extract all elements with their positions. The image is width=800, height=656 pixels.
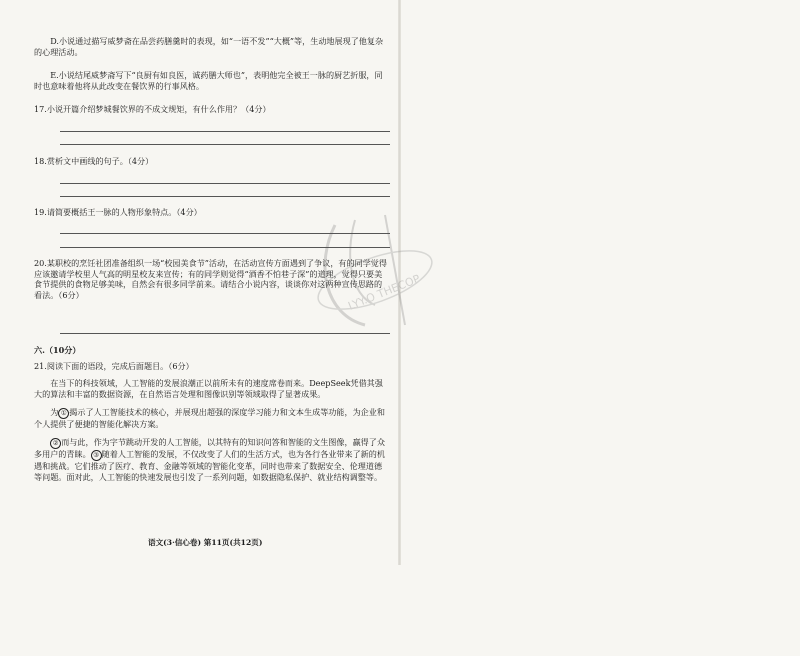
right-page: [400, 0, 800, 565]
answer-line[interactable]: [60, 131, 390, 132]
answer-line[interactable]: [60, 196, 390, 197]
q21-passage-2: 为 ① 揭示了人工智能技术的核心，并展现出超强的深度学习能力和文本生成等功能，为企业和个人提供了便捷的智能化解决方案。: [34, 407, 385, 429]
answer-line[interactable]: [60, 144, 390, 145]
section-6-heading: 六.（10分）: [34, 345, 81, 355]
option-d: D.小说通过描写威梦斋在品尝药膳羹时的表现，如“一语不发”“大概”等，生动地展现了他复杂的心理活动。: [34, 36, 384, 57]
blank-marker-3: ③: [91, 450, 102, 461]
answer-line[interactable]: [60, 333, 390, 334]
page-footer-11: 语文(3·信心卷) 第11页(共12页): [148, 538, 263, 547]
q21-passage-3: ② 而与此，作为字节跳动开发的人工智能，以其特有的知识问答和智能的文生图像，赢得了众多用户的青睐。 ③ 随着人工智能的发展，不仅改变了人们的生活方式，也为各行各业带来了新的机遇和挑战。它们推动了医疗、教育、金融等领域的智能化变革，同时也带来了数据安全、伦理道德等问题。面对此，人工智能的快速发展也引发了一系列问题，如数据隐私保护、就业结构调整等。: [34, 437, 385, 482]
question-21: 21.阅读下面的语段，完成后面题目。（6分）: [34, 361, 194, 371]
question-19: 19.请简要概括王一脉的人物形象特点。（4分）: [34, 207, 202, 217]
left-page: [0, 0, 400, 565]
question-18: 18.赏析文中画线的句子。（4分）: [34, 156, 154, 166]
question-20: 20.某职校的烹饪社团准备组织一场“校园美食节”活动，在活动宣传方面遇到了争议，有的同学觉得应该邀请学校里人气高的明星校友来宣传；有的同学则觉得“酒香不怕巷子深”的道理，觉得只要美食节提供的食物足够美味，自然会有很多同学前来。请结合小说内容，谈谈你对这两种宣传思路的看法。（6分）: [34, 258, 387, 300]
svg-text:LYY.O THECOP: LYY.O THECOP: [346, 272, 423, 313]
q21-passage-1: 在当下的科技领域，人工智能的发展浪潮正以前所未有的速度席卷而来。DeepSeek凭借其强大的算法和丰富的数据资源，在自然语言处理和图像识别等领域取得了显著成果。: [34, 378, 383, 399]
option-e: E.小说结尾威梦斋写下“良厨有如良医，诚药膳大师也”，表明他完全被王一脉的厨艺折服，同时也意味着他将从此改变在餐饮界的行事风格。: [34, 70, 383, 91]
blank-marker-2: ②: [50, 438, 61, 449]
question-17: 17.小说开篇介绍梦城餐饮界的不成文规矩，有什么作用？（4分）: [34, 104, 271, 114]
blank-marker-1: ①: [58, 408, 69, 419]
answer-line[interactable]: [60, 233, 390, 234]
answer-line[interactable]: [60, 183, 390, 184]
answer-line[interactable]: [60, 247, 390, 248]
